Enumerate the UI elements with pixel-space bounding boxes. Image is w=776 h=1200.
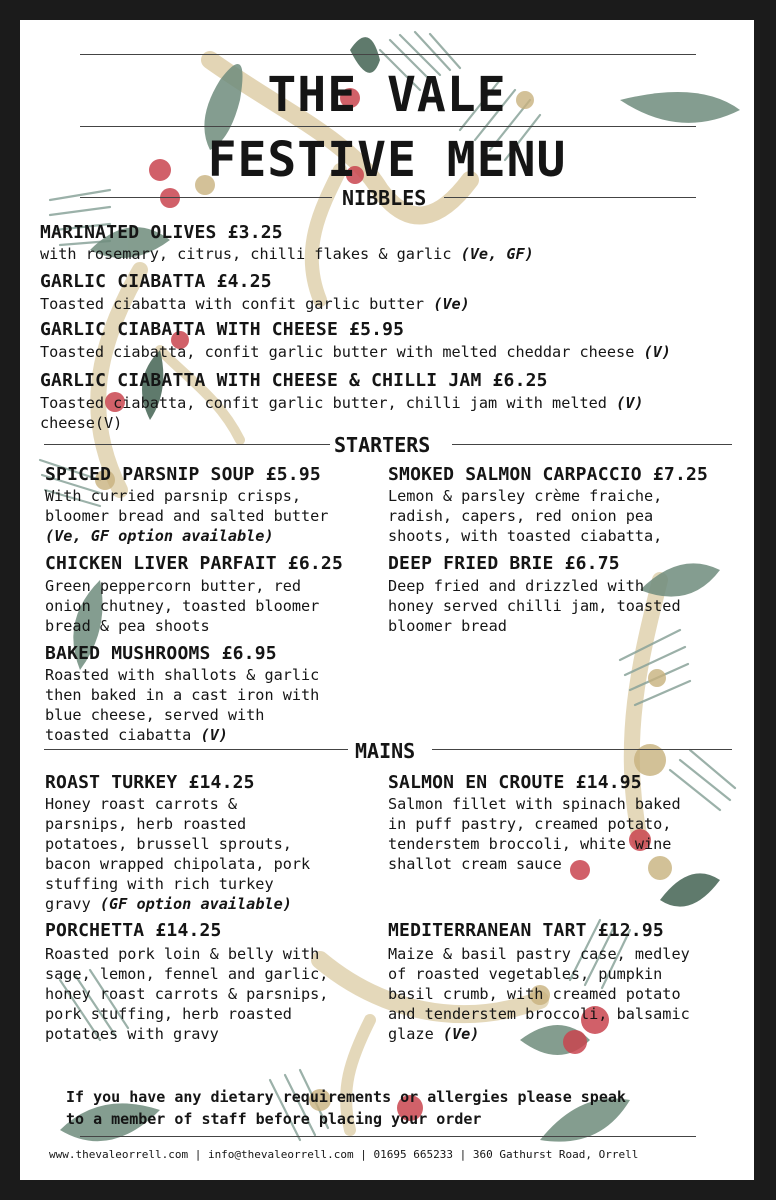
header-rule-middle	[80, 126, 696, 127]
main-desc-line: of roasted vegetables, pumpkin	[388, 965, 663, 983]
starter-dietary-tag: (Ve, GF option available)	[45, 527, 274, 545]
main-desc-line: Maize & basil pastry case, medley	[388, 945, 690, 963]
footer-rule	[80, 1136, 696, 1137]
starter-desc-line: Green peppercorn butter, red	[45, 577, 302, 595]
starter-name: SPICED PARSNIP SOUP £5.95	[45, 464, 321, 485]
starter-desc-line: Roasted with shallots & garlic	[45, 666, 320, 684]
allergy-notice-line1: If you have any dietary requirements or allergies please speak	[66, 1088, 626, 1106]
main-desc-line: in puff pastry, creamed potato,	[388, 815, 672, 833]
allergy-notice-line2: to a member of staff before placing your order	[66, 1110, 482, 1128]
nibble-name: GARLIC CIABATTA £4.25	[40, 271, 272, 292]
main-desc-line: tenderstem broccoli, white wine	[388, 835, 672, 853]
starter-name: SMOKED SALMON CARPACCIO £7.25	[388, 464, 709, 485]
main-desc-line: shallot cream sauce	[388, 855, 562, 873]
mains-rule-right	[432, 749, 732, 750]
main-name: ROAST TURKEY £14.25	[45, 772, 255, 793]
starter-desc-line: radish, capers, red onion pea	[388, 507, 654, 525]
starter-desc-line: Deep fried and drizzled with	[388, 577, 645, 595]
main-desc-line: Roasted pork loin & belly with	[45, 945, 320, 963]
main-desc-line: sage, lemon, fennel and garlic,	[45, 965, 329, 983]
nibble-desc: Toasted ciabatta with confit garlic butter (Ve)	[40, 295, 470, 313]
main-desc-line: Honey roast carrots &	[45, 795, 238, 813]
starters-rule-right	[452, 444, 732, 445]
main-desc-line: potatoes, brussell sprouts,	[45, 835, 292, 853]
nibble-desc: Toasted ciabatta, confit garlic butter with melted cheddar cheese (V)	[40, 343, 671, 361]
main-name: MEDITERRANEAN TART £12.95	[388, 920, 664, 941]
starters-rule-left	[44, 444, 330, 445]
main-desc-line: honey roast carrots & parsnips,	[45, 985, 329, 1003]
nibble-name: MARINATED OLIVES £3.25	[40, 222, 283, 243]
starter-desc-line: bread & pea shoots	[45, 617, 210, 635]
menu-page	[20, 20, 754, 1180]
starter-name: CHICKEN LIVER PARFAIT £6.25	[45, 553, 343, 574]
nibbles-rule-left	[80, 197, 332, 198]
main-desc-line: and tenderstem broccoli, balsamic	[388, 1005, 690, 1023]
footer-contact-details: www.thevaleorrell.com | info@thevaleorrell.com | 01695 665233 | 360 Gathurst Road, Orrell	[49, 1148, 639, 1161]
starter-desc-line: bloomer bread	[388, 617, 507, 635]
section-heading-starters: STARTERS	[334, 433, 431, 457]
section-heading-mains: MAINS	[355, 739, 416, 763]
starter-name: BAKED MUSHROOMS £6.95	[45, 643, 277, 664]
starter-desc-line: With curried parsnip crisps,	[45, 487, 302, 505]
main-desc-line: Salmon fillet with spinach baked	[388, 795, 681, 813]
menu-title-line2: FESTIVE MENU	[207, 132, 567, 188]
nibble-desc-continued: cheese(V)	[40, 414, 123, 432]
starter-desc-line: honey served chilli jam, toasted	[388, 597, 681, 615]
nibble-desc: Toasted ciabatta, confit garlic butter, chilli jam with melted (V)	[40, 394, 644, 412]
starter-desc-line: Lemon & parsley crème fraiche,	[388, 487, 663, 505]
mains-rule-left	[44, 749, 348, 750]
starter-desc-line: blue cheese, served with	[45, 706, 265, 724]
main-desc-line: stuffing with rich turkey	[45, 875, 274, 893]
section-heading-nibbles: NIBBLES	[342, 186, 427, 210]
starter-desc-line: bloomer bread and salted butter	[45, 507, 329, 525]
main-desc-line: bacon wrapped chipolata, pork	[45, 855, 311, 873]
header-rule-top	[80, 54, 696, 55]
main-desc-line: gravy (GF option available)	[45, 895, 292, 913]
starter-desc-line: then baked in a cast iron with	[45, 686, 320, 704]
main-name: SALMON EN CROUTE £14.95	[388, 772, 642, 793]
main-desc-line: parsnips, herb roasted	[45, 815, 247, 833]
starter-desc-line: toasted ciabatta (V)	[45, 726, 228, 744]
main-desc-line: basil crumb, with creamed potato	[388, 985, 681, 1003]
nibble-name: GARLIC CIABATTA WITH CHEESE £5.95	[40, 319, 405, 340]
main-name: PORCHETTA £14.25	[45, 920, 222, 941]
starter-desc-line: shoots, with toasted ciabatta,	[388, 527, 663, 545]
starter-desc-line: onion chutney, toasted bloomer	[45, 597, 320, 615]
main-desc-line: glaze (Ve)	[388, 1025, 480, 1043]
menu-title-line1: THE VALE	[267, 67, 507, 123]
nibble-desc: with rosemary, citrus, chilli flakes & garlic (Ve, GF)	[40, 245, 534, 263]
starter-name: DEEP FRIED BRIE £6.75	[388, 553, 620, 574]
main-desc-line: pork stuffing, herb roasted	[45, 1005, 292, 1023]
nibble-name: GARLIC CIABATTA WITH CHEESE & CHILLI JAM £6.25	[40, 370, 548, 391]
main-desc-line: potatoes with gravy	[45, 1025, 219, 1043]
nibbles-rule-right	[444, 197, 696, 198]
